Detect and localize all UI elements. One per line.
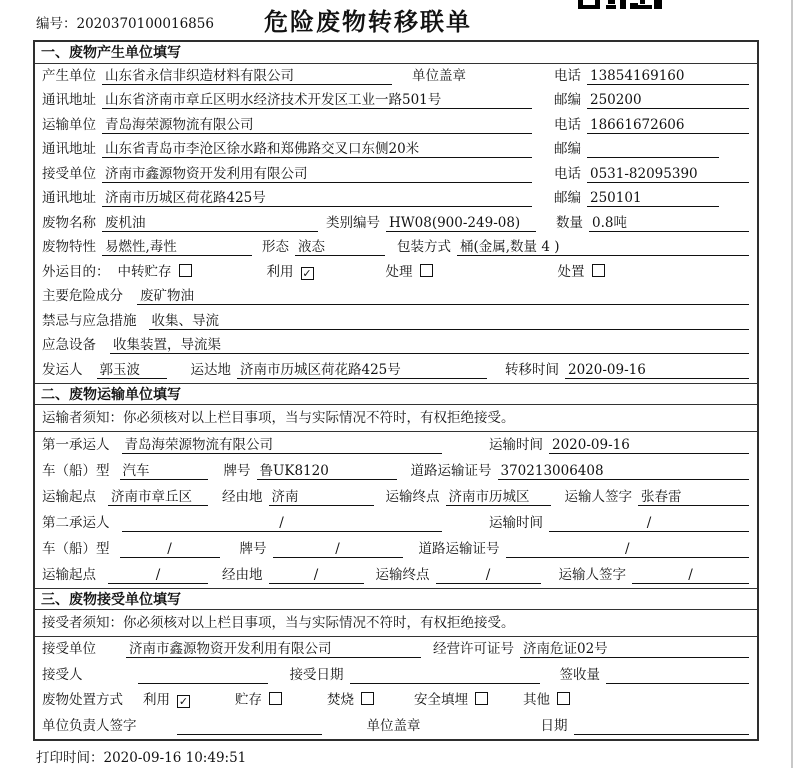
end1-label: 运输终点	[385, 488, 440, 505]
option-other	[523, 691, 570, 709]
start2-label: 运输起点	[42, 566, 96, 583]
sign1-value: 张春雷	[638, 488, 749, 506]
option-disposal-utilize-label: 利用	[143, 692, 170, 708]
destination-label: 运达地	[190, 361, 231, 378]
receiver-notice: 接受者须知：你必须核对以上栏目事项，当与实际情况不符时，有权拒绝接受。	[35, 610, 757, 637]
addr2-value: 山东省青岛市李沧区徐水路和郑佛路交叉口东侧20米	[102, 140, 532, 158]
receiver-value: 济南市鑫源物资开发利用有限公司	[102, 165, 532, 183]
packing-label: 包装方式	[397, 239, 451, 255]
carrier1-label: 第一承运人	[42, 436, 110, 453]
form-value: 液态	[295, 238, 385, 256]
license-label: 经营许可证号	[433, 641, 514, 657]
row-hazard-components	[35, 285, 757, 310]
via2-value: /	[269, 566, 364, 584]
option-utilize-label: 利用	[266, 263, 294, 280]
option-utilize	[267, 263, 314, 281]
addr3-value: 济南市历城区荷花路425号	[102, 189, 532, 207]
transporter-value: 青岛海荣源物流有限公司	[102, 116, 532, 134]
phone1-label: 电话	[554, 67, 581, 84]
accept-unit-label: 接受单位	[42, 641, 96, 657]
option-landfill	[414, 691, 488, 709]
option-transfer-storage-label: 中转贮存	[117, 263, 172, 280]
row-producer	[35, 64, 757, 89]
category-code-label: 类别编号	[326, 214, 380, 231]
row-route2	[35, 562, 757, 588]
checkbox-landfill	[475, 692, 488, 705]
addr1-value: 山东省济南市章丘区明水经济技术开发区工业一路501号	[102, 91, 532, 109]
vehicle2-label: 车（船）型	[42, 540, 110, 557]
accept-date-value	[350, 666, 540, 684]
zip3-label: 邮编	[554, 190, 581, 206]
addr1-label: 通讯地址	[42, 92, 96, 108]
row-disposal-method	[35, 688, 757, 714]
row-emergency-equipment	[35, 334, 757, 359]
sender-label: 发运人	[42, 361, 83, 378]
section1-title: 一、废物产生单位填写	[35, 42, 757, 64]
via1-label: 经由地	[222, 488, 263, 505]
row-receiver-address	[35, 187, 757, 212]
row-sender	[35, 358, 757, 383]
option-incinerate	[327, 691, 374, 709]
row-second-carrier	[35, 510, 757, 536]
permit2-label: 道路运输证号	[418, 540, 500, 557]
phone1-value: 13854169160	[587, 67, 749, 85]
zip3-value: 250101	[587, 189, 719, 207]
time2-value: /	[549, 514, 749, 532]
quantity-value: 0.8吨	[589, 214, 749, 232]
qr-code-fragment	[578, 0, 662, 9]
acceptor-label: 接受人	[42, 666, 83, 683]
responsible-sign-label: 单位负责人签字	[42, 717, 137, 734]
form-label: 形态	[262, 239, 289, 255]
plate1-label: 牌号	[223, 462, 251, 479]
checkbox-disposal-utilize: ✓	[178, 695, 189, 708]
hazard-label: 主要危险成分	[42, 288, 123, 304]
option-transfer-storage	[118, 263, 192, 281]
row-vehicle1	[35, 458, 757, 484]
row-responsible-signature	[35, 713, 757, 739]
checkbox-dispose	[592, 264, 605, 277]
receipt-qty-label: 签收量	[559, 666, 600, 683]
row-taboo-measures	[35, 309, 757, 334]
time2-label: 运输时间	[489, 514, 543, 531]
option-incinerate-label: 焚烧	[327, 692, 354, 708]
vehicle1-value: 汽车	[120, 462, 208, 480]
via1-value: 济南	[269, 488, 374, 506]
sign2-value: /	[632, 566, 749, 584]
sign1-label: 运输人签字	[564, 488, 632, 505]
serial-value: 2020370100016856	[76, 16, 214, 32]
via2-label: 经由地	[222, 566, 263, 583]
waste-name-value: 废机油	[102, 214, 318, 232]
section-transporter	[35, 383, 757, 588]
accept-unit-value: 济南市鑫源物资开发利用有限公司	[126, 640, 421, 658]
checkbox-storage	[269, 692, 282, 705]
row-route1	[35, 484, 757, 510]
carrier2-label: 第二承运人	[42, 514, 110, 531]
row-transporter	[35, 113, 757, 138]
packing-value: 桶(金属,数量 4 )	[457, 238, 749, 256]
section2-title: 二、废物运输单位填写	[35, 383, 757, 405]
option-landfill-label: 安全填埋	[414, 692, 468, 708]
phone3-value: 0531-82095390	[587, 165, 749, 183]
plate1-value: 鲁UK8120	[257, 462, 397, 480]
checkbox-utilize: ✓	[302, 266, 312, 280]
option-dispose	[558, 263, 605, 281]
carrier1-value: 青岛海荣源物流有限公司	[122, 436, 442, 454]
print-time	[36, 746, 246, 766]
category-code-value: HW08(900-249-08)	[386, 214, 536, 232]
quantity-label: 数量	[556, 214, 583, 231]
destination-value: 济南市历城区荷花路425号	[237, 361, 487, 379]
transfer-time-label: 转移时间	[505, 361, 559, 378]
document-header	[0, 0, 796, 40]
traits-label: 废物特性	[42, 239, 96, 255]
option-treat-label: 处理	[385, 263, 413, 280]
page-right-edge	[791, 0, 793, 768]
equipment-label: 应急设备	[42, 337, 96, 353]
carrier2-value: /	[122, 514, 442, 532]
zip2-value	[587, 140, 719, 158]
row-first-carrier	[35, 432, 757, 458]
responsible-sign-value	[177, 717, 322, 735]
vehicle2-value: /	[120, 540, 220, 558]
option-disposal-utilize	[143, 691, 190, 709]
addr3-label: 通讯地址	[42, 190, 96, 206]
row-transport-purpose	[35, 260, 757, 285]
permit1-value: 370213006408	[498, 462, 750, 480]
sign2-label: 运输人签字	[558, 566, 626, 583]
time1-value: 2020-09-16	[549, 436, 749, 454]
transporter-notice: 运输者须知：你必须核对以上栏目事项，当与实际情况不符时，有权拒绝接受。	[35, 405, 757, 432]
phone2-value: 18661672606	[587, 116, 749, 134]
producer-label: 产生单位	[42, 67, 96, 84]
row-producer-address	[35, 89, 757, 114]
hazard-value: 废矿物油	[137, 287, 749, 305]
date-value	[574, 717, 750, 735]
producer-value: 山东省永信非织造材料有限公司	[102, 67, 392, 85]
vehicle1-label: 车（船）型	[42, 462, 110, 479]
row-waste-traits	[35, 236, 757, 261]
permit2-value: /	[506, 540, 750, 558]
unit-seal3-label: 单位盖章	[366, 717, 421, 734]
receipt-qty-value	[606, 666, 749, 684]
zip1-label: 邮编	[554, 92, 581, 108]
date-label: 日期	[540, 717, 568, 734]
checkbox-treat	[420, 264, 433, 277]
disposal-label: 废物处置方式	[42, 692, 123, 708]
equipment-value: 收集装置，导流渠	[110, 336, 749, 354]
traits-value: 易燃性,毒性	[102, 238, 252, 256]
transfer-time-value: 2020-09-16	[565, 361, 749, 379]
option-storage-label: 贮存	[235, 692, 262, 708]
row-receiver	[35, 162, 757, 187]
transporter-label: 运输单位	[42, 116, 96, 133]
print-time-label: 打印时间：	[36, 750, 104, 766]
serial-label: 编号：	[36, 16, 77, 32]
plate2-label: 牌号	[239, 540, 267, 557]
section-producer	[35, 42, 757, 383]
section3-title: 三、废物接受单位填写	[35, 588, 757, 610]
checkbox-other	[557, 692, 570, 705]
checkbox-incinerate	[361, 692, 374, 705]
end1-value: 济南市历城区	[446, 488, 551, 506]
plate2-value: /	[273, 540, 403, 558]
receiver-label: 接受单位	[42, 165, 96, 182]
section-receiver	[35, 588, 757, 739]
row-transporter-address	[35, 138, 757, 163]
page-title: 危险废物转移联单	[264, 8, 472, 36]
end2-value: /	[436, 566, 541, 584]
accept-date-label: 接受日期	[289, 666, 344, 683]
taboo-label: 禁忌与应急措施	[42, 312, 137, 329]
time1-label: 运输时间	[489, 436, 543, 453]
row-waste-name	[35, 211, 757, 236]
zip2-label: 邮编	[554, 141, 581, 157]
acceptor-value	[138, 666, 268, 684]
start1-value: 济南市章丘区	[108, 488, 208, 506]
checkbox-transfer-storage	[179, 264, 192, 277]
sender-value: 郭玉波	[97, 361, 167, 379]
option-other-label: 其他	[523, 692, 550, 708]
taboo-value: 收集、导流	[149, 312, 750, 330]
addr2-label: 通讯地址	[42, 141, 96, 157]
permit1-label: 道路运输证号	[410, 462, 492, 479]
start2-value: /	[108, 566, 208, 584]
option-storage	[235, 691, 282, 709]
purpose-label: 外运目的：	[42, 263, 110, 280]
license-value: 济南危证02号	[520, 640, 749, 658]
transfer-manifest-form	[33, 40, 759, 741]
start1-label: 运输起点	[42, 488, 96, 505]
zip1-value: 250200	[587, 91, 749, 109]
row-accept-unit	[35, 637, 757, 663]
phone2-label: 电话	[554, 116, 581, 133]
phone3-label: 电话	[554, 165, 581, 182]
unit-seal-label: 单位盖章	[412, 67, 466, 84]
row-acceptor	[35, 662, 757, 688]
option-dispose-label: 处置	[557, 263, 585, 280]
row-vehicle2	[35, 536, 757, 562]
option-treat	[386, 263, 433, 281]
waste-name-label: 废物名称	[42, 214, 96, 231]
print-time-value: 2020-09-16 10:49:51	[103, 750, 247, 766]
end2-label: 运输终点	[375, 566, 430, 583]
